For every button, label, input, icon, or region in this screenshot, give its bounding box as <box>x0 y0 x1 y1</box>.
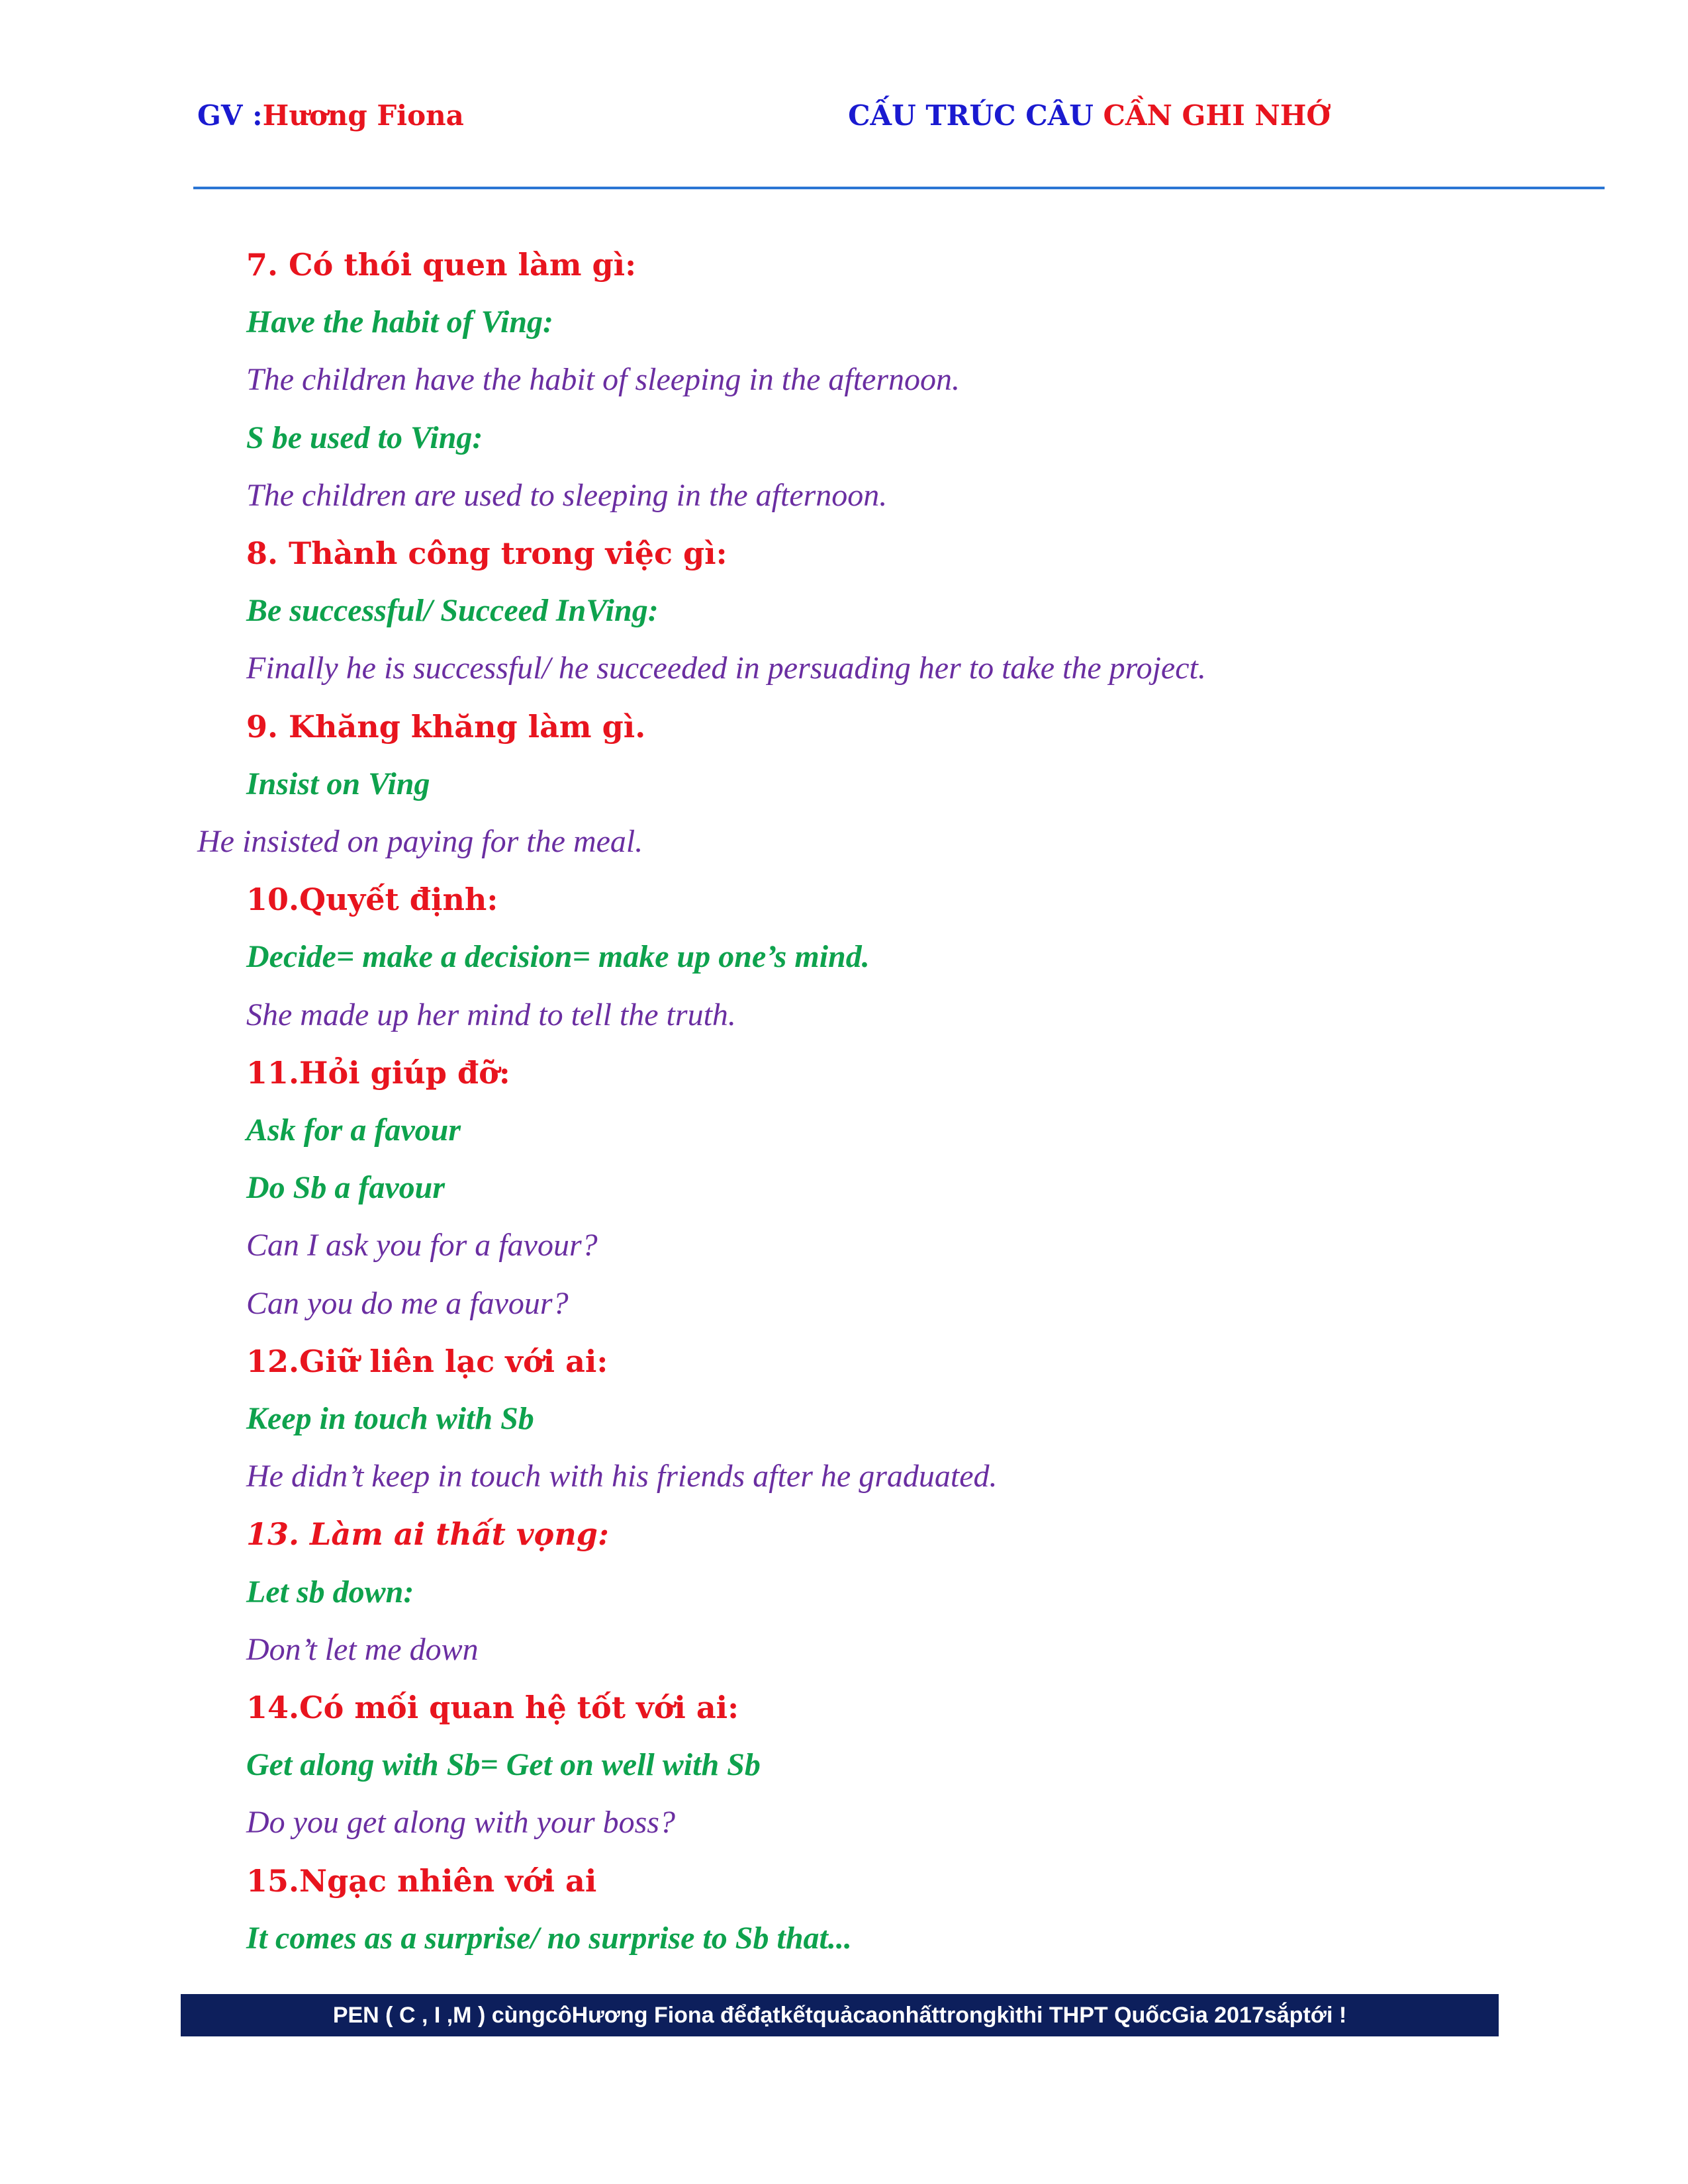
document-title <box>848 99 1331 132</box>
document-title-blue: CẤU TRÚC CÂU <box>848 99 1103 132</box>
structure-line: Have the habit of Ving: <box>246 304 554 340</box>
teacher-name-text: Hương Fiona <box>262 99 464 132</box>
section-heading: 12.Giữ liên lạc với ai: <box>246 1343 608 1379</box>
example-line: She made up her mind to tell the truth. <box>246 997 736 1032</box>
page-header <box>192 94 1496 147</box>
example-line: He insisted on paying for the meal. <box>197 824 643 859</box>
section-heading: 8. Thành công trong việc gì: <box>246 535 727 571</box>
section-heading: 7. Có thói quen làm gì: <box>246 247 637 283</box>
structure-line: Get along with Sb= Get on well with Sb <box>246 1747 761 1783</box>
example-line: Can you do me a favour? <box>246 1285 569 1321</box>
example-line: Don’t let me down <box>246 1631 479 1667</box>
document-title-red: CẦN GHI NHỚ <box>1103 99 1331 132</box>
structure-line: It comes as a surprise/ no surprise to Sb that... <box>246 1920 852 1956</box>
section-heading: 11.Hỏi giúp đỡ: <box>246 1054 510 1091</box>
structure-line: Decide= make a decision= make up one’s mind. <box>246 939 870 975</box>
section-heading: 9. Khăng khăng làm gì. <box>246 708 646 745</box>
example-line: Do you get along with your boss? <box>246 1805 675 1841</box>
teacher-prefix: GV : <box>197 99 263 132</box>
structure-line: Do Sb a favour <box>246 1170 445 1206</box>
example-line: He didn’t keep in touch with his friends after he graduated. <box>246 1459 998 1494</box>
example-line: The children have the habit of sleeping in the afternoon. <box>246 362 961 398</box>
footer-banner: PEN ( C , I ,M ) cùngcôHương Fiona đểđạtkếtquảcaonhấttrongkìthi THPT QuốcGia 2017sắptới ! <box>181 1994 1499 2036</box>
structure-line: S be used to Ving: <box>246 420 483 455</box>
section-heading: 15.Ngạc nhiên với ai <box>246 1862 597 1899</box>
header-divider <box>193 187 1605 189</box>
structure-line: Be successful/ Succeed InVing: <box>246 593 659 629</box>
example-line: Finally he is successful/ he succeeded in persuading her to take the project. <box>246 651 1206 686</box>
section-heading: 13. Làm ai thất vọng: <box>246 1516 609 1553</box>
structure-line: Insist on Ving <box>246 766 430 801</box>
example-line: The children are used to sleeping in the afternoon. <box>246 477 888 513</box>
structure-line: Ask for a favour <box>246 1113 461 1148</box>
section-heading: 14.Có mối quan hệ tốt với ai: <box>246 1690 739 1725</box>
section-heading: 10.Quyết định: <box>246 882 498 918</box>
structure-line: Keep in touch with Sb <box>246 1401 534 1436</box>
example-line: Can I ask you for a favour? <box>246 1228 598 1263</box>
teacher-name <box>197 99 464 132</box>
structure-line: Let sb down: <box>246 1574 414 1610</box>
